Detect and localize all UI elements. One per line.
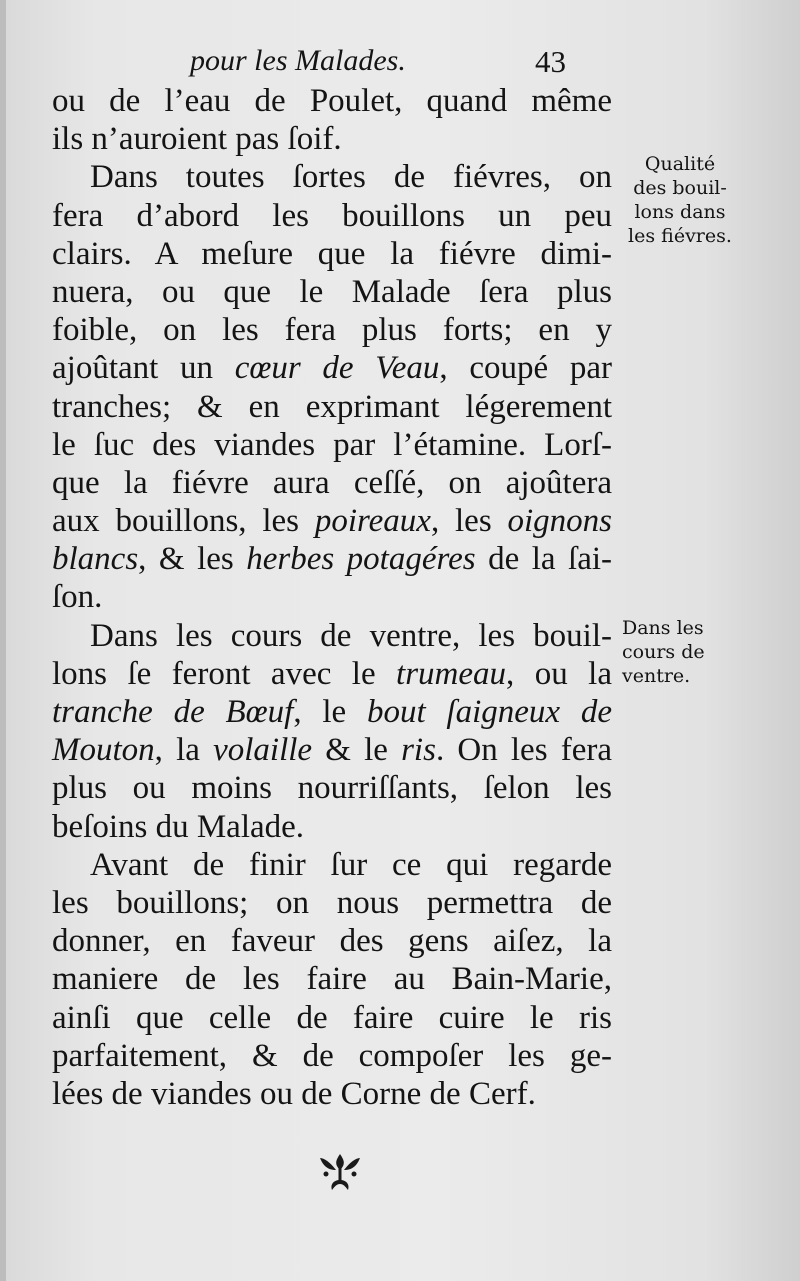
text-run: le ſuc des viandes par l’étamine. Lorſ- — [52, 426, 612, 463]
text-run: ou de l’eau de Poulet, quand même — [52, 83, 612, 119]
text-run: plus ou moins nourriſſants, ſelon les — [52, 770, 612, 807]
text-line — [52, 655, 612, 693]
text-run: de la ſai- — [475, 541, 613, 578]
text-line — [52, 426, 612, 464]
italic-term: blancs — [52, 541, 139, 578]
italic-term: tranche de Bœuf — [52, 694, 294, 730]
fleuron-icon — [316, 1150, 364, 1194]
margin-note-line: les fiévres. — [628, 225, 732, 247]
text-run: ſon. — [52, 579, 103, 616]
text-line — [52, 120, 612, 158]
text-line — [52, 1075, 612, 1113]
text-run: fera d’abord les bouillons un peu — [52, 197, 612, 234]
margin-note-line: des bouil- — [633, 177, 727, 199]
margin-note-line: Dans les — [622, 617, 704, 639]
text-run: beſoins du Malade. — [52, 808, 305, 845]
text-run: tranches; & en exprimant légerement — [52, 388, 612, 425]
text-line — [52, 922, 612, 960]
italic-term: ris — [401, 732, 436, 769]
text-run: . On les fera — [435, 732, 612, 769]
page-left-edge — [0, 0, 6, 1281]
text-line — [52, 999, 612, 1037]
text-run: Dans toutes ſortes de fiévres, on — [90, 159, 612, 196]
text-line — [52, 197, 612, 235]
italic-term: bout ſaigneux de — [366, 694, 612, 730]
text-run: Avant de finir ſur ce qui regarde — [90, 846, 612, 883]
text-line — [52, 731, 612, 769]
text-line — [52, 502, 612, 540]
margin-note-line: ventre. — [622, 665, 691, 687]
running-head: pour les Malades. — [190, 44, 406, 77]
italic-term: cœur de Veau — [234, 350, 440, 387]
page-header — [190, 44, 610, 84]
text-run: maniere de les faire au Bain-Marie, — [52, 961, 612, 998]
text-run: & le — [312, 732, 402, 769]
text-line — [52, 808, 612, 846]
italic-term: herbes potagéres — [246, 541, 476, 578]
text-run: clairs. A meſure que la fiévre dimi- — [52, 235, 612, 272]
text-line — [52, 960, 612, 998]
text-run: nuera, ou que le Malade ſera plus — [52, 273, 612, 310]
text-line — [52, 769, 612, 807]
text-run: ajoûtant un — [52, 350, 235, 387]
text-line — [52, 388, 612, 426]
text-line — [52, 273, 612, 311]
italic-term: volaille — [213, 732, 313, 769]
text-run: , ou la — [506, 655, 612, 692]
margin-note-diarrhea — [622, 616, 750, 688]
text-run: que la fiévre aura ceſſé, on ajoûtera — [52, 464, 612, 501]
text-line — [52, 1037, 612, 1075]
text-line — [52, 693, 612, 731]
text-run: , le — [293, 694, 367, 730]
text-line — [52, 617, 612, 655]
text-run: les bouillons; on nous permettra de — [52, 884, 612, 921]
text-line — [52, 540, 612, 578]
margin-note-line: cours de — [622, 641, 705, 663]
text-run: lées de viandes ou de Corne de Cerf. — [52, 1075, 536, 1112]
text-run: , & les — [138, 541, 247, 578]
text-line — [52, 846, 612, 884]
text-line — [52, 311, 612, 349]
text-line — [52, 158, 612, 196]
margin-note-line: lons dans — [634, 201, 726, 223]
margin-note-fevers — [616, 152, 744, 248]
text-run: parfaitement, & de compoſer les ge- — [52, 1037, 612, 1074]
page-number: 43 — [535, 44, 566, 79]
text-run: ainſi que celle de faire cuire le ris — [52, 999, 612, 1036]
text-line — [52, 884, 612, 922]
text-line — [52, 235, 612, 273]
text-line — [52, 82, 612, 120]
italic-term: poireaux — [314, 503, 431, 540]
text-line — [52, 464, 612, 502]
text-run: donner, en faveur des gens aiſez, la — [52, 923, 612, 960]
italic-term: oignons — [507, 503, 612, 540]
text-run: , la — [154, 732, 214, 769]
text-run: , coupé par — [439, 350, 612, 387]
text-line — [52, 349, 612, 387]
italic-term: trumeau — [396, 655, 507, 692]
italic-term: Mouton — [52, 732, 155, 769]
margin-note-line: Qualité — [644, 153, 716, 175]
text-run: ils n’auroient pas ſoif. — [52, 121, 342, 158]
text-line — [52, 578, 612, 616]
body-text — [52, 82, 612, 1113]
text-run: lons ſe feront avec le — [52, 655, 397, 692]
text-run: foible, on les fera plus forts; en y — [52, 312, 612, 349]
text-run: aux bouillons, les — [52, 503, 315, 540]
text-run: , les — [430, 503, 508, 540]
text-run: Dans les cours de ventre, les bouil- — [90, 617, 612, 654]
